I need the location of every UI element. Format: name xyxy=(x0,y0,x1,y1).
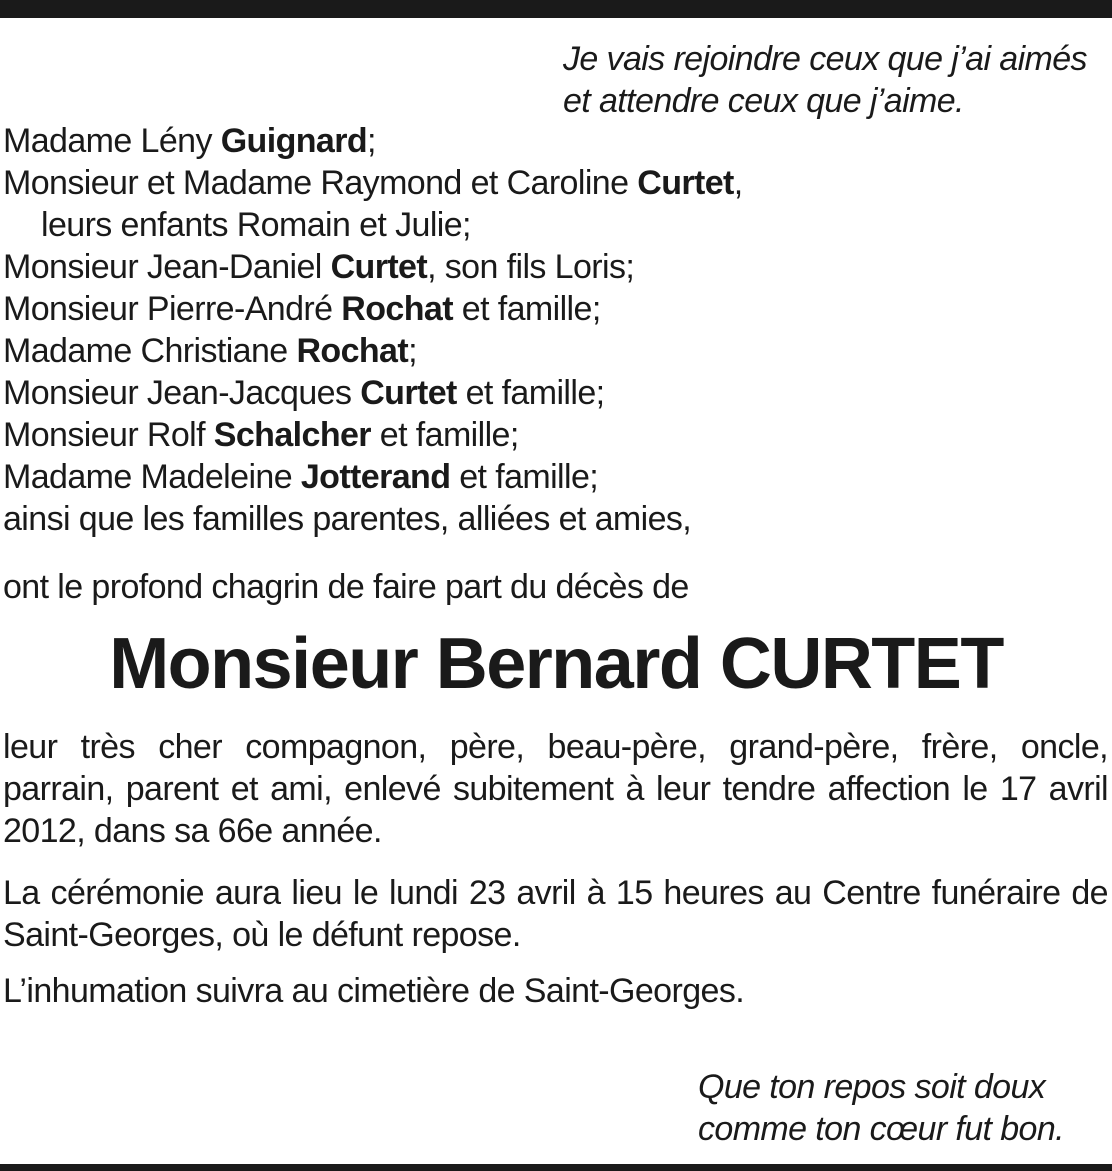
mourner-surname: Rochat xyxy=(341,290,453,328)
top-rule xyxy=(0,0,1112,18)
mourner-surname: Curtet xyxy=(637,164,734,202)
epigraph-line: et attendre ceux que j’aime. xyxy=(563,82,964,120)
mourner-line xyxy=(3,162,1108,204)
mourner-given: Monsieur Pierre-André xyxy=(3,290,342,328)
mourner-surname: Schalcher xyxy=(213,416,371,454)
mourner-given: Madame Christiane xyxy=(3,332,297,370)
mourner-line xyxy=(3,498,1108,540)
mourner-given: Monsieur Jean-Daniel xyxy=(3,248,331,286)
epigraph-line: Je vais rejoindre ceux que j’ai aimés xyxy=(563,40,1087,78)
mourner-line xyxy=(3,246,1108,288)
mourner-line xyxy=(3,204,1108,246)
mourner-surname: Rochat xyxy=(296,332,409,370)
mourner-suffix: et famille; xyxy=(456,374,605,412)
burial-paragraph: L’inhumation suivra au cimetière de Saint-Georges. xyxy=(3,972,745,1010)
mourner-given: leurs enfants Romain et Julie; xyxy=(41,206,471,244)
mourner-given: Monsieur et Madame Raymond et Caroline xyxy=(3,164,638,202)
relation-paragraph: leur très cher compagnon, père, beau-père, grand-père, frère, oncle, parrain, parent et ami, enlevé subitement à leur tendre affection le 17 avril 2012, dans sa 66e année. xyxy=(3,728,1108,850)
ceremony-paragraph: La cérémonie aura lieu le lundi 23 avril à 15 heures au Centre funéraire de Saint-Georges, où le défunt repose. xyxy=(3,874,1108,954)
mourner-given: ainsi que les familles parentes, alliées et amies, xyxy=(3,500,692,538)
epigraph-bottom xyxy=(698,1066,1108,1150)
mourner-line xyxy=(3,288,1108,330)
mourners-list xyxy=(3,120,1108,540)
mourner-suffix: et famille; xyxy=(452,290,601,328)
deceased-name: Monsieur Bernard CURTET xyxy=(109,624,1003,704)
mourner-surname: Curtet xyxy=(330,248,428,286)
mourner-line xyxy=(3,330,1108,372)
mourner-suffix: ; xyxy=(408,332,417,370)
mourner-surname: Curtet xyxy=(360,374,457,412)
mourner-surname: Jotterand xyxy=(300,458,451,496)
epigraph-line: comme ton cœur fut bon. xyxy=(698,1110,1065,1148)
announcement: ont le profond chagrin de faire part du décès de xyxy=(3,568,689,606)
mourner-suffix: , xyxy=(733,164,743,202)
epigraph-top xyxy=(563,38,1108,122)
mourner-line xyxy=(3,372,1108,414)
mourner-suffix: , son fils Loris; xyxy=(427,248,635,286)
mourner-given: Madame Madeleine xyxy=(3,458,301,496)
mourner-suffix: et famille; xyxy=(450,458,599,496)
epigraph-line: Que ton repos soit doux xyxy=(698,1068,1046,1106)
mourner-line xyxy=(3,120,1108,162)
bottom-rule xyxy=(0,1164,1112,1171)
mourner-line xyxy=(3,414,1108,456)
mourner-line xyxy=(3,456,1108,498)
mourner-given: Monsieur Jean-Jacques xyxy=(3,374,361,412)
mourner-suffix: et famille; xyxy=(370,416,519,454)
mourner-suffix: ; xyxy=(367,122,376,160)
mourner-given: Monsieur Rolf xyxy=(3,416,214,454)
mourner-given: Madame Lény xyxy=(3,122,221,160)
mourner-surname: Guignard xyxy=(220,122,368,160)
